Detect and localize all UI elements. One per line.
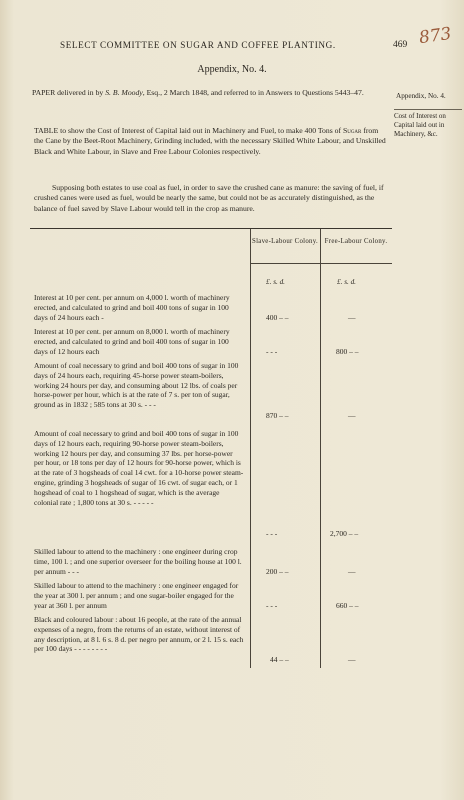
- header-slave-labour: Slave-Labour Colony.: [252, 238, 318, 245]
- paper-text-a: PAPER delivered in by: [32, 88, 106, 97]
- free-value: 800 – –: [336, 347, 359, 356]
- table-row: Interest at 10 per cent. per annum on 4,000 l. worth of machinery erected, and calculated to grind and boil 400 tons of sugar in 100 days of 24 hours each -: [34, 293, 230, 322]
- table-row: Skilled labour to attend to the machinery : one engineer during crop time, 100 l. ; and one superior overseer for the boiling house at 100 l. per annum - - -: [34, 547, 242, 576]
- slave-value: - - -: [266, 601, 278, 610]
- header-free-labour: Free-Labour Colony.: [324, 238, 388, 245]
- table-row: Amount of coal necessary to grind and boil 400 tons of sugar in 100 days of 12 hours each, requiring 90-horse power steam-boilers, working 12 hours per day, and consuming 37 lbs. per horse-power per hour, or 18 tons per day of 12 hours for 90-horse power, which is at the rate of 3 hogsheads of coal 14 cwt. for a 10-horse power steam-engine, grinding 3 hogsheads of sugar of 16 cwt. of sugar each, or 1 hogshead of coal to 1 hogshead of sugar, which is the average colonial rate ; 1,800 tons at 30 s. - - - - -: [34, 429, 244, 507]
- paper-paragraph: [34, 88, 384, 98]
- paper-author: S. B. Moody: [105, 88, 143, 97]
- lsd-slave: £. s. d.: [266, 278, 285, 286]
- column-divider: [250, 229, 251, 668]
- side-note-cost: Cost of Interest on Capital laid out in Machinery, &c.: [394, 109, 462, 139]
- slave-value: - - -: [266, 529, 278, 538]
- table-row: Black and coloured labour : about 16 people, at the rate of the annual expenses of a negro, from the returns of an estate, without interest of any description, at 8 l. 6 s. 8 d. per negro per annum, or 2 l. 15 s. each per 100 days - - - - - - - -: [34, 615, 244, 654]
- lsd-free: £. s. d.: [337, 278, 356, 286]
- free-value: —: [348, 313, 356, 322]
- table-row: Amount of coal necessary to grind and boil 400 tons of sugar in 100 days of 24 hours each, requiring 45-horse power steam-boilers, working 24 hours per day, and consuming about 12 lbs. of coals per horse-power per hour, which is at the rate of 7 s. per ton of sugar, ground as in 1832 ; 585 tons at 30 s. - - -: [34, 361, 239, 410]
- page-number: 469: [393, 40, 408, 50]
- table-intro-text-a: TABLE to show the Cost of Interest of Capital laid out in Machinery and Fuel, to make 400 Tons of: [34, 126, 343, 135]
- free-value: —: [348, 411, 356, 420]
- table-row: Interest at 10 per cent. per annum on 8,000 l. worth of machinery erected, and calculated to grind and boil 400 tons of sugar in 100 days of 12 hours each: [34, 327, 230, 356]
- slave-value: 44 – –: [270, 655, 289, 664]
- column-divider: [320, 229, 321, 668]
- table-intro-paragraph: [34, 126, 386, 157]
- paper-text-b: , Esq., 2 March 1848, and referred to in Answers to Questions 5443–47.: [142, 88, 364, 97]
- table-intro-text-b: from the Cane by the Beet-Root Machinery, Grinding included, with the necessary Skilled White Labour, and Unskilled Black and White Labour, in Slave and Free Labour Colonies respectively.: [34, 126, 386, 156]
- slave-value: 200 – –: [266, 567, 289, 576]
- free-value: 2,700 – –: [330, 529, 359, 538]
- free-value: —: [348, 567, 356, 576]
- handwritten-page-number: 873: [417, 23, 453, 49]
- free-value: 660 – –: [336, 601, 359, 610]
- appendix-title: Appendix, No. 4.: [197, 64, 267, 75]
- table-row: Skilled labour to attend to the machinery : one engineer engaged for the year at 300 l. per annum ; and one sugar-boiler engaged for the year at 360 l. per annum: [34, 581, 239, 610]
- slave-value: - - -: [266, 347, 278, 356]
- free-value: —: [348, 655, 356, 664]
- running-head: SELECT COMMITTEE ON SUGAR AND COFFEE PLANTING.: [60, 40, 336, 50]
- slave-value: 400 – –: [266, 313, 289, 322]
- slave-value: 870 – –: [266, 411, 289, 420]
- cost-table: [30, 228, 392, 668]
- supposing-paragraph: Supposing both estates to use coal as fuel, in order to save the crushed cane as manure: the saving of fuel, if crushed canes were used as fuel, would be nearly the same, but could not be as accurately distinguished, as the balance of fuel saved by Slave Labour would tell in the crop as manure.: [34, 183, 384, 213]
- side-note-appendix: Appendix, No. 4.: [396, 92, 446, 100]
- header-rule: [250, 263, 392, 264]
- table-intro-sugar: Sugar: [342, 126, 362, 135]
